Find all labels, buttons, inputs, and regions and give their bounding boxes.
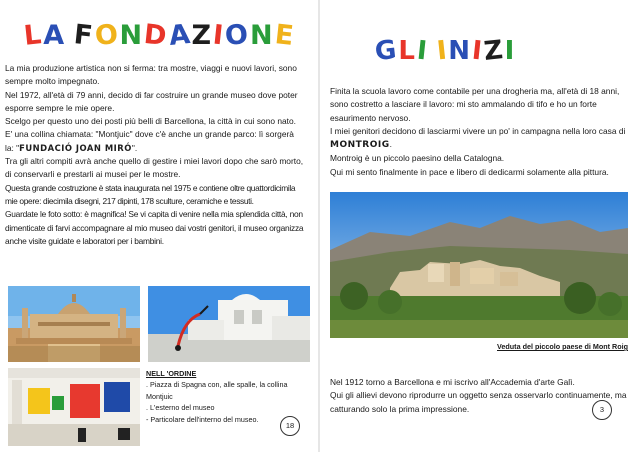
title-letter: I [504, 36, 515, 66]
title-la-fondazione [22, 18, 295, 53]
page-number: 18 [280, 416, 300, 436]
fundacio-miro-lettering: FUNDACIÓ JOAN MIRÓ [19, 142, 132, 153]
photo-piazza-spagna [8, 286, 140, 362]
title-letter: I [211, 19, 225, 52]
title-letter: D [142, 18, 169, 53]
title-letter: A [43, 20, 65, 51]
paragraph: Nel 1912 torno a Barcellona e mi iscrivo all'Accademia d'arte Galì. [330, 377, 575, 387]
paragraph: Montroig è un piccolo paesino della Catalogna. [330, 153, 505, 164]
left-text-block [5, 62, 305, 248]
caption-item: . L'esterno del museo [146, 403, 215, 413]
title-letter: G [373, 34, 398, 68]
paragraph: Guardate le foto sotto: è magnifica! Se vi capita di venire nella mia splendida città, non dimenticate di farvi accompagnare al mio museo dai vostri genitori, il museo organizza anche visite guidate e laboratori per i bambini. [5, 209, 304, 246]
right-text-block-bottom [330, 376, 630, 416]
title-letter: F [72, 19, 95, 52]
title-letter: L [398, 36, 415, 66]
photo-museum-exterior [148, 286, 310, 362]
text-run: ". [131, 142, 138, 153]
caption-item: . Piazza di Spagna con, alle spalle, la collina Montjuic [146, 380, 288, 401]
title-letter: Z [191, 20, 212, 51]
title-letter: I [470, 35, 484, 67]
paragraph: Qui gli allievi devono riprodurre un oggetto senza osservarlo continuamente, ma catturando solo la prima impressione. [330, 390, 627, 414]
left-page [0, 0, 318, 452]
title-letter: O [223, 18, 250, 53]
page-number: 3 [592, 400, 612, 420]
right-page [320, 0, 638, 452]
title-letter: I [415, 35, 429, 67]
captions-heading: NELL 'ORDINE [146, 369, 197, 378]
paragraph: Qui mi sento finalmente in pace e libero di dedicarmi solamente alla pittura. [330, 166, 609, 177]
text-run: I miei genitori decidono di lasciarmi vivere un po' in campagna nella loro casa di [330, 125, 626, 136]
title-letter: N [119, 20, 143, 51]
photo-museum-interior [8, 368, 140, 446]
title-letter: N [448, 36, 471, 66]
caption-item: - Particolare dell'interno del museo. [146, 414, 259, 424]
paragraph [5, 115, 305, 155]
paragraph: Nel 1972, all'età di 79 anni, decido di far costruire un grande museo dove poter esporre sempre le mie opere. [5, 89, 298, 113]
paragraph: La mia produzione artistica non si ferma: tra mostre, viaggi e nuovi lavori, sono sempre molto impegnato. [5, 63, 297, 87]
paragraph: Finita la scuola lavoro come contabile per una drogheria ma, all'età di 18 anni, sono costretto a lasciare il lavoro: mi sto ammalando di tifo e ho un forte esaurimento nervoso. [330, 86, 620, 123]
paragraph [330, 125, 630, 153]
title-letter: Z [482, 35, 505, 67]
paragraph: Tra gli altri compiti avrà anche quello di gestire i miei lavori dopo che sarò morto, di conservarli e prestarli ai musei per le mostre. [5, 156, 304, 180]
title-gli-inizi [373, 34, 516, 68]
photo-captions [146, 368, 296, 425]
title-letter: I [435, 35, 448, 67]
text-run: Scelgo per questo uno dei posti più belli di Barcellona, la città in cui sono nato. E' una collina chiamata: "Montjuic" dove c'è anche un grande parco: lì sorgerà la: " [5, 116, 296, 153]
title-letter: A [166, 18, 192, 53]
photo-caption: Veduta del piccolo paese di Mont Roig [497, 342, 628, 351]
text-run: . [389, 139, 392, 150]
montroig-lettering: MONTROIG [330, 140, 390, 151]
title-letter: O [93, 18, 120, 53]
title-letter: L [22, 19, 43, 52]
right-text-block [330, 85, 630, 179]
paragraph: Questa grande costruzione è stata inaugurata nel 1975 e contiene oltre quattordicimila mie opere: diecimila disegni, 217 dipinti, 178 sculture, ceramiche e tessuti. [5, 182, 296, 206]
title-letter: E [273, 19, 295, 52]
photo-mont-roig [330, 192, 628, 338]
title-letter: N [250, 20, 273, 51]
